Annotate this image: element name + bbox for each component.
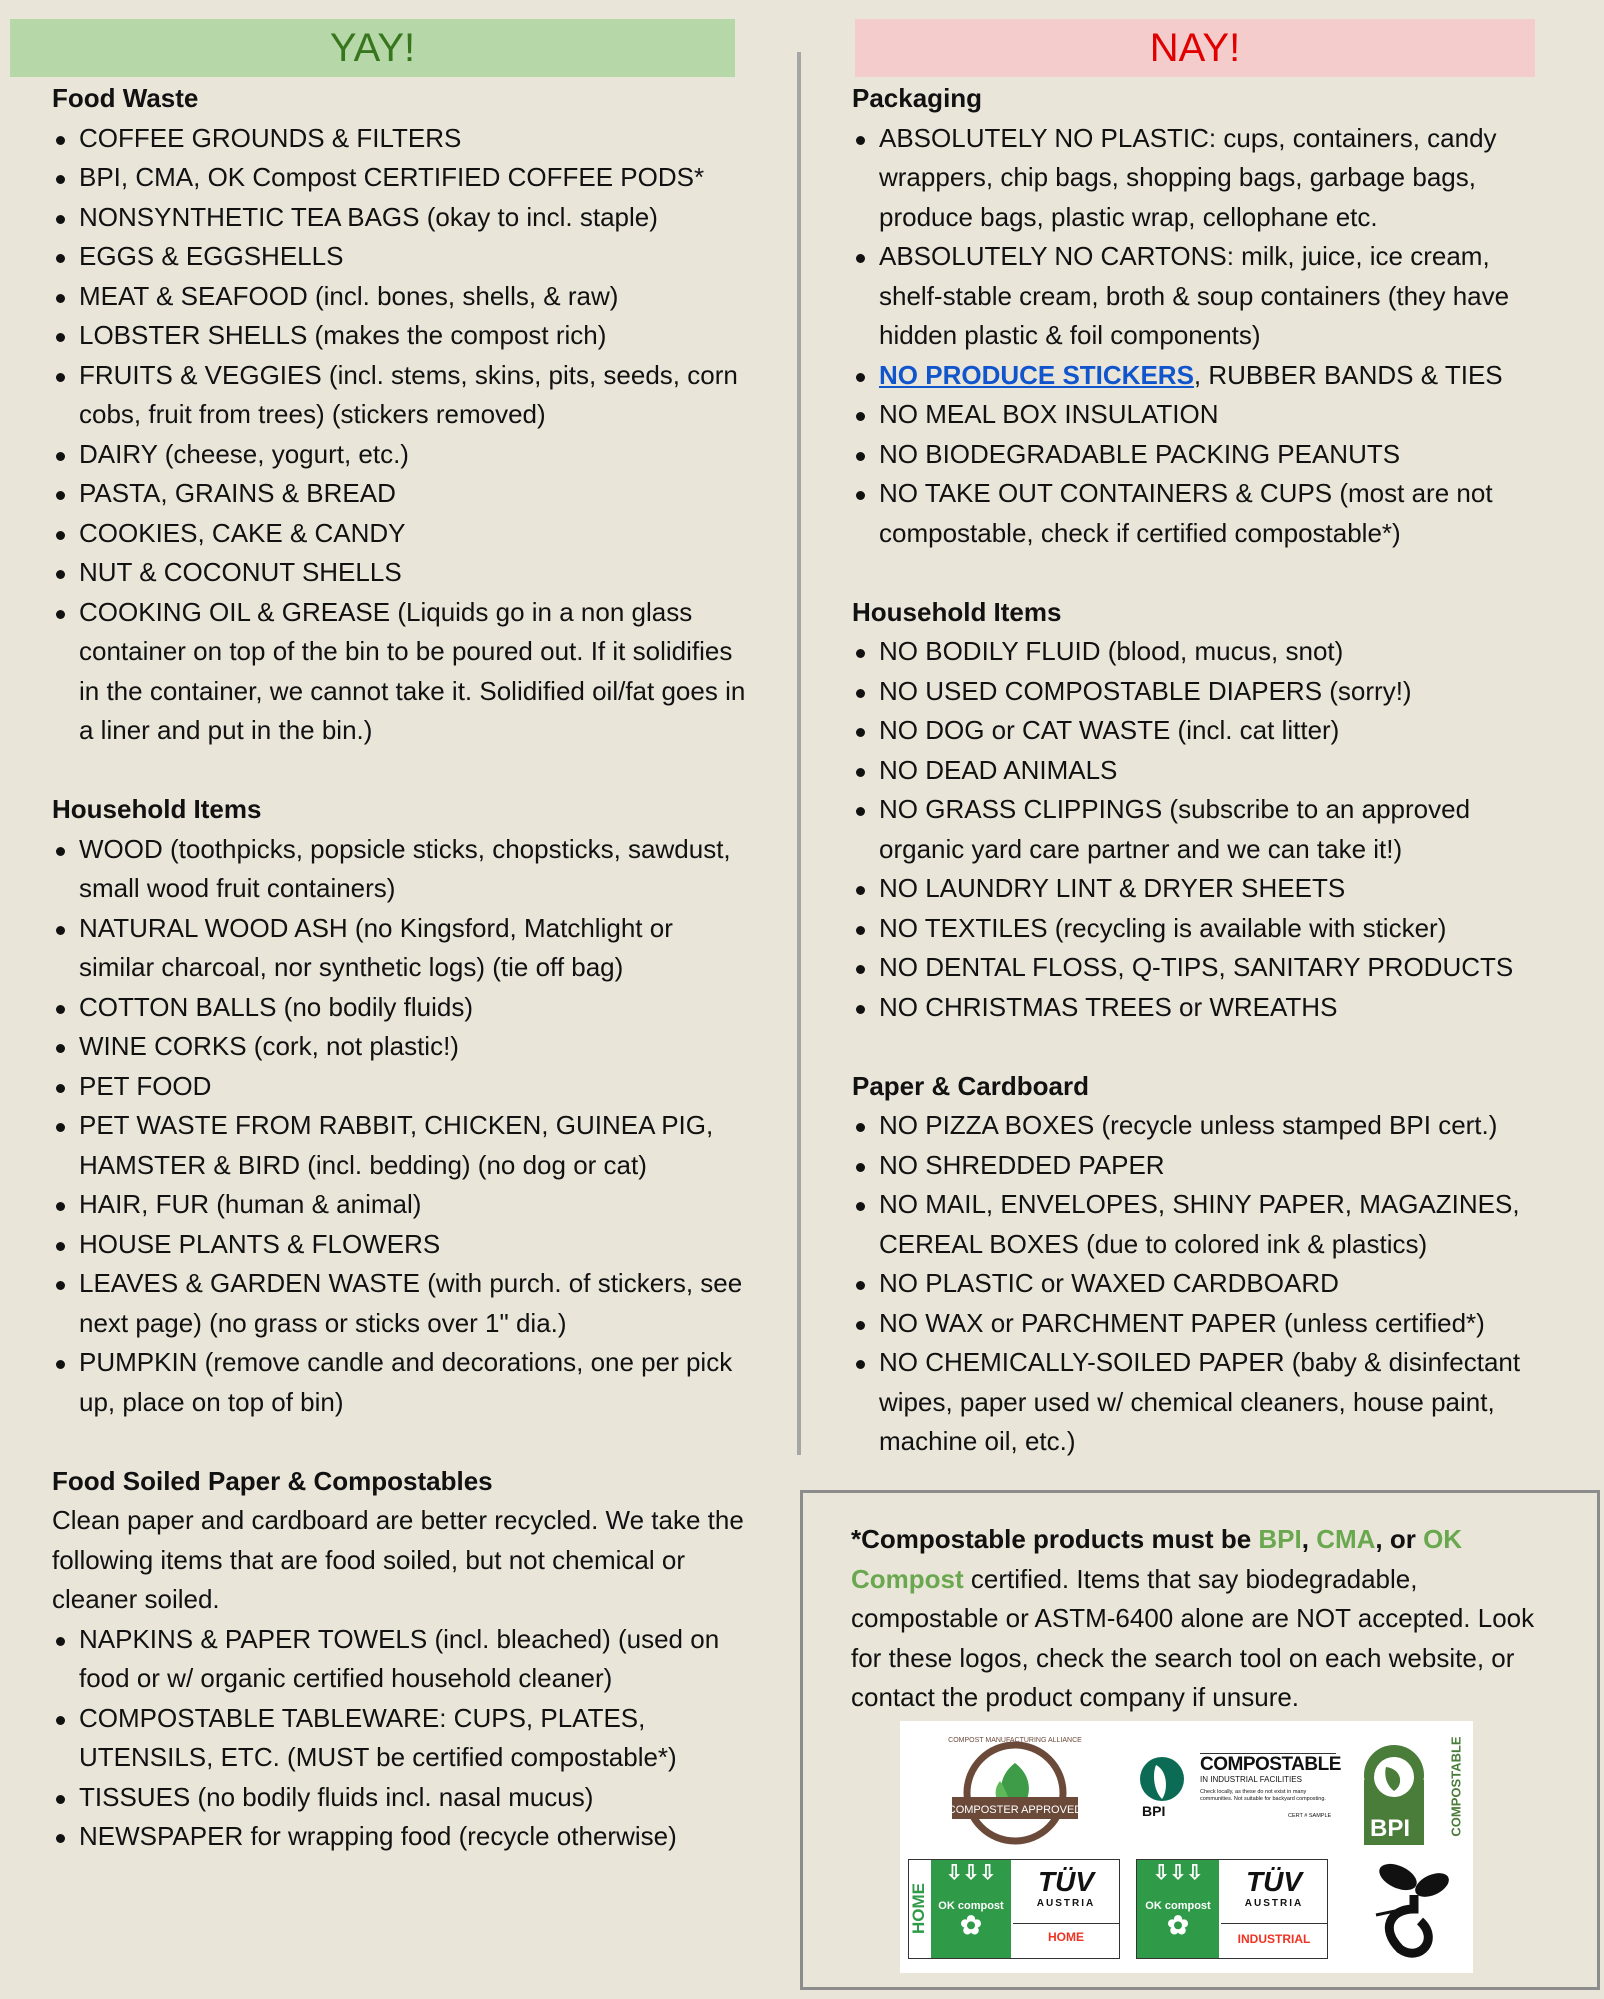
nay-banner: NAY! bbox=[855, 19, 1535, 77]
list-item: COOKING OIL & GREASE (Liquids go in a non glass container on top of the bin to be poured out. If it solidifies in the container, we cannot take it. Solidified oil/fat goes in a liner and put in the bin.) bbox=[52, 593, 752, 751]
list-item: LEAVES & GARDEN WASTE (with purch. of stickers, see next page) (no grass or sticks over 1" dia.) bbox=[52, 1264, 752, 1343]
list-item: COOKIES, CAKE & CANDY bbox=[52, 514, 752, 554]
list-item: WINE CORKS (cork, not plastic!) bbox=[52, 1027, 752, 1067]
list-item: NO WAX or PARCHMENT PAPER (unless certified*) bbox=[852, 1304, 1552, 1344]
list-item: NEWSPAPER for wrapping food (recycle otherwise) bbox=[52, 1817, 752, 1857]
list-item: HAIR, FUR (human & animal) bbox=[52, 1185, 752, 1225]
list-item: NUT & COCONUT SHELLS bbox=[52, 553, 752, 593]
list-item: MEAT & SEAFOOD (incl. bones, shells, & raw) bbox=[52, 277, 752, 317]
section-heading-food-waste: Food Waste bbox=[52, 83, 199, 113]
list-item: LOBSTER SHELLS (makes the compost rich) bbox=[52, 316, 752, 356]
list-item: ABSOLUTELY NO PLASTIC: cups, containers, candy wrappers, chip bags, shopping bags, garbage bags, produce bags, plastic wrap, cellophane etc. bbox=[852, 119, 1552, 238]
ok-compost-industrial-logo: ⇩⇩⇩ OK compost ✿ TÜV AUSTRIA INDUSTRIAL bbox=[1136, 1859, 1328, 1959]
section-heading-household: Household Items bbox=[52, 794, 262, 824]
seedling-logo bbox=[1370, 1859, 1460, 1963]
list-item bbox=[852, 356, 1552, 396]
list-item: NO GRASS CLIPPINGS (subscribe to an approved organic yard care partner and we can take it!) bbox=[852, 790, 1552, 869]
soiled-paper-intro: Clean paper and cardboard are better recycled. We take the following items that are food soiled, but not chemical or cleaner soiled. bbox=[52, 1505, 744, 1614]
list-item: PUMPKIN (remove candle and decorations, one per pick up, place on top of bin) bbox=[52, 1343, 752, 1422]
list-item: NO PIZZA BOXES (recycle unless stamped BPI cert.) bbox=[852, 1106, 1552, 1146]
list-item: NO TEXTILES (recycling is available with sticker) bbox=[852, 909, 1552, 949]
list-item: COMPOSTABLE TABLEWARE: CUPS, PLATES, UTENSILS, ETC. (MUST be certified compostable*) bbox=[52, 1699, 752, 1778]
list-item: HOUSE PLANTS & FLOWERS bbox=[52, 1225, 752, 1265]
list-item: NO CHEMICALLY-SOILED PAPER (baby & disinfectant wipes, paper used w/ chemical cleaners, house paint, machine oil, etc.) bbox=[852, 1343, 1552, 1462]
list-item: COTTON BALLS (no bodily fluids) bbox=[52, 988, 752, 1028]
list-item: NO PLASTIC or WAXED CARDBOARD bbox=[852, 1264, 1552, 1304]
certification-note: *Compostable products must be BPI, CMA, or OK Compost certified. Items that say biodegradable, compostable or ASTM-6400 alone are NOT accepted. Look for these logos, check the search tool on each website, or contact the product company if unsure. bbox=[851, 1524, 1535, 1712]
list-item: NO DOG or CAT WASTE (incl. cat litter) bbox=[852, 711, 1552, 751]
household-accepted-list bbox=[52, 830, 752, 1423]
cma-composter-approved-logo bbox=[940, 1733, 1090, 1848]
section-heading-household-no: Household Items bbox=[852, 596, 1062, 627]
list-item: NATURAL WOOD ASH (no Kingsford, Matchlight or similar charcoal, nor synthetic logs) (tie off bag) bbox=[52, 909, 752, 988]
list-item: DAIRY (cheese, yogurt, etc.) bbox=[52, 435, 752, 475]
list-item: NO USED COMPOSTABLE DIAPERS (sorry!) bbox=[852, 672, 1552, 712]
list-item: WOOD (toothpicks, popsicle sticks, chopsticks, sawdust, small wood fruit containers) bbox=[52, 830, 752, 909]
list-item-text: , RUBBER BANDS & TIES bbox=[1193, 359, 1503, 390]
list-item: NO CHRISTMAS TREES or WREATHS bbox=[852, 988, 1552, 1028]
list-item: NO DENTAL FLOSS, Q-TIPS, SANITARY PRODUCTS bbox=[852, 948, 1552, 988]
list-item: NO MAIL, ENVELOPES, SHINY PAPER, MAGAZINES, CEREAL BOXES (due to colored ink & plastics) bbox=[852, 1185, 1552, 1264]
section-heading-soiled-paper: Food Soiled Paper & Compostables bbox=[52, 1465, 493, 1496]
list-item: NO LAUNDRY LINT & DRYER SHEETS bbox=[852, 869, 1552, 909]
paper-rejected-list bbox=[852, 1106, 1552, 1462]
list-item: FRUITS & VEGGIES (incl. stems, skins, pits, seeds, corn cobs, fruit from trees) (stickers removed) bbox=[52, 356, 752, 435]
list-item: NONSYNTHETIC TEA BAGS (okay to incl. staple) bbox=[52, 198, 752, 238]
list-item: NO MEAL BOX INSULATION bbox=[852, 395, 1552, 435]
list-item: NO SHREDDED PAPER bbox=[852, 1146, 1552, 1186]
list-item: TISSUES (no bodily fluids incl. nasal mucus) bbox=[52, 1778, 752, 1818]
svg-text:COMPOSTER APPROVED: COMPOSTER APPROVED bbox=[947, 1804, 1083, 1816]
list-item: NO DEAD ANIMALS bbox=[852, 751, 1552, 791]
list-item: NO TAKE OUT CONTAINERS & CUPS (most are not compostable, check if certified compostable*) bbox=[852, 474, 1552, 553]
food-waste-list bbox=[52, 119, 752, 751]
certification-logos bbox=[900, 1721, 1473, 1973]
list-item: NAPKINS & PAPER TOWELS (incl. bleached) (used on food or w/ organic certified household cleaner) bbox=[52, 1620, 752, 1699]
rejected-column bbox=[852, 79, 1552, 1462]
svg-text:COMPOST MANUFACTURING ALLIANCE: COMPOST MANUFACTURING ALLIANCE bbox=[948, 1737, 1082, 1744]
list-item: COFFEE GROUNDS & FILTERS bbox=[52, 119, 752, 159]
section-heading-packaging: Packaging bbox=[852, 83, 983, 113]
yay-banner: YAY! bbox=[10, 19, 735, 77]
ok-compost-home-logo: HOME ⇩⇩⇩ OK compost ✿ TÜV AUSTRIA HOME bbox=[908, 1859, 1120, 1959]
list-item: NO BODILY FLUID (blood, mucus, snot) bbox=[852, 632, 1552, 672]
accepted-column bbox=[52, 79, 752, 1857]
list-item: EGGS & EGGSHELLS bbox=[52, 237, 752, 277]
produce-stickers-link[interactable]: NO PRODUCE STICKERS bbox=[879, 359, 1194, 390]
list-item: NO BIODEGRADABLE PACKING PEANUTS bbox=[852, 435, 1552, 475]
packaging-list bbox=[852, 119, 1552, 396]
list-item: PASTA, GRAINS & BREAD bbox=[52, 474, 752, 514]
bpi-industrial-logo: BPI COMPOSTABLE IN INDUSTRIAL FACILITIES Check locally, as these do not exist in many communities. Not suitable for backyard composting. CERT # SAMPLE bbox=[1142, 1754, 1341, 1819]
bpi-compostable-logo: BPI COMPOSTABLE bbox=[1362, 1735, 1452, 1847]
packaging-list-continued bbox=[852, 395, 1552, 553]
soiled-paper-list bbox=[52, 1620, 752, 1857]
list-item: BPI, CMA, OK Compost CERTIFIED COFFEE PODS* bbox=[52, 158, 752, 198]
list-item: PET FOOD bbox=[52, 1067, 752, 1107]
list-item: PET WASTE FROM RABBIT, CHICKEN, GUINEA PIG, HAMSTER & BIRD (incl. bedding) (no dog or cat) bbox=[52, 1106, 752, 1185]
column-divider bbox=[797, 52, 801, 1455]
household-rejected-list bbox=[852, 632, 1552, 1027]
section-heading-paper: Paper & Cardboard bbox=[852, 1070, 1089, 1101]
list-item: ABSOLUTELY NO CARTONS: milk, juice, ice cream, shelf-stable cream, broth & soup containers (they have hidden plastic & foil components) bbox=[852, 237, 1552, 356]
certification-note-box bbox=[800, 1490, 1600, 1990]
